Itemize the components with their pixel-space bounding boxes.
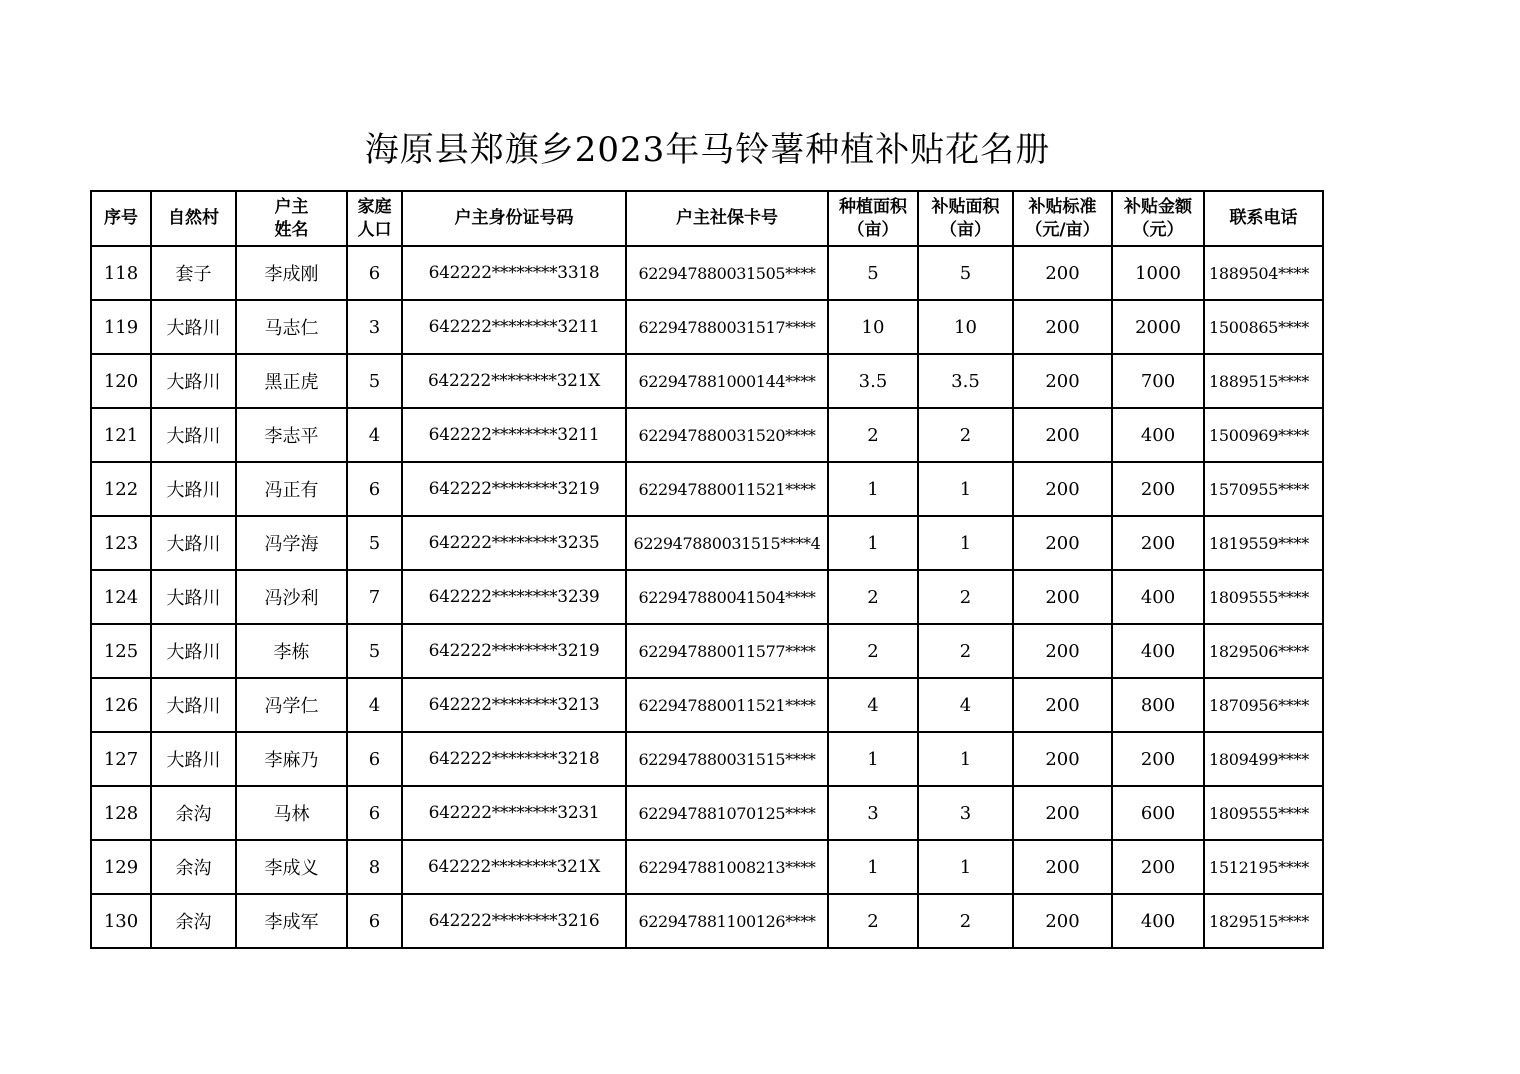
- table-cell: 冯学仁: [236, 678, 347, 732]
- table-cell: 1889504****: [1204, 246, 1323, 300]
- table-cell: 4: [828, 678, 918, 732]
- table-cell: 李志平: [236, 408, 347, 462]
- table-row: [91, 300, 1323, 354]
- table-cell: 400: [1112, 894, 1204, 948]
- table-cell: 2: [828, 894, 918, 948]
- table-cell: 200: [1013, 840, 1112, 894]
- table-cell: 余沟: [151, 786, 236, 840]
- table-row: [91, 624, 1323, 678]
- table-cell: 套子: [151, 246, 236, 300]
- table-cell: 200: [1112, 732, 1204, 786]
- table-cell: 622947880011521****: [626, 678, 828, 732]
- table-cell: 1000: [1112, 246, 1204, 300]
- table-cell: 1870956****: [1204, 678, 1323, 732]
- table-cell: 200: [1112, 462, 1204, 516]
- table-cell: 1500865****: [1204, 300, 1323, 354]
- table-cell: 冯沙利: [236, 570, 347, 624]
- column-header: [151, 191, 236, 246]
- table-cell: 400: [1112, 624, 1204, 678]
- table-cell: 3: [918, 786, 1013, 840]
- table-cell: 李麻乃: [236, 732, 347, 786]
- column-header: [1112, 191, 1204, 246]
- table-cell: 大路川: [151, 732, 236, 786]
- table-cell: 118: [91, 246, 151, 300]
- table-cell: 1: [828, 840, 918, 894]
- column-header: [828, 191, 918, 246]
- table-cell: 642222********3211: [402, 300, 626, 354]
- table-cell: 大路川: [151, 516, 236, 570]
- table-cell: 200: [1112, 516, 1204, 570]
- table-cell: 1: [918, 840, 1013, 894]
- table-cell: 642222********3231: [402, 786, 626, 840]
- table-cell: 大路川: [151, 624, 236, 678]
- table-cell: 3.5: [918, 354, 1013, 408]
- table-cell: 4: [347, 678, 402, 732]
- table-cell: 126: [91, 678, 151, 732]
- table-cell: 642222********3218: [402, 732, 626, 786]
- column-header-line: 补贴金额: [1124, 196, 1192, 217]
- table-row: [91, 840, 1323, 894]
- table-cell: 10: [918, 300, 1013, 354]
- table-cell: 700: [1112, 354, 1204, 408]
- table-cell: 127: [91, 732, 151, 786]
- table-cell: 622947880031520****: [626, 408, 828, 462]
- column-header-line: 序号: [104, 208, 138, 228]
- table-cell: 642222********3213: [402, 678, 626, 732]
- table-cell: 大路川: [151, 462, 236, 516]
- table-cell: 124: [91, 570, 151, 624]
- table-cell: 200: [1013, 462, 1112, 516]
- table-cell: 200: [1013, 624, 1112, 678]
- table-cell: 2: [828, 570, 918, 624]
- table-cell: 800: [1112, 678, 1204, 732]
- table-cell: 200: [1013, 678, 1112, 732]
- table-cell: 200: [1112, 840, 1204, 894]
- table-cell: 2: [918, 894, 1013, 948]
- column-header-line: 补贴面积: [931, 196, 1000, 217]
- column-header-line: 自然村: [168, 208, 219, 228]
- table-cell: 6: [347, 462, 402, 516]
- table-cell: 642222********3219: [402, 462, 626, 516]
- column-header-line: 种植面积: [839, 196, 907, 217]
- column-header: [1013, 191, 1112, 246]
- table-cell: 大路川: [151, 300, 236, 354]
- table-cell: 5: [828, 246, 918, 300]
- table-cell: 冯正有: [236, 462, 347, 516]
- table-cell: 400: [1112, 408, 1204, 462]
- table-cell: 3.5: [828, 354, 918, 408]
- table-cell: 2: [828, 408, 918, 462]
- table-cell: 622947881070125****: [626, 786, 828, 840]
- table-cell: 7: [347, 570, 402, 624]
- table-cell: 6: [347, 894, 402, 948]
- table-cell: 10: [828, 300, 918, 354]
- table-cell: 6: [347, 246, 402, 300]
- column-header-line: 户主: [274, 196, 309, 217]
- table-cell: 余沟: [151, 840, 236, 894]
- table-cell: 200: [1013, 408, 1112, 462]
- table-cell: 622947881100126****: [626, 894, 828, 948]
- table-cell: 600: [1112, 786, 1204, 840]
- table-cell: 1500969****: [1204, 408, 1323, 462]
- table-cell: 642222********3235: [402, 516, 626, 570]
- column-header-line: 补贴标准: [1028, 196, 1097, 217]
- table-cell: 1809555****: [1204, 570, 1323, 624]
- table-cell: 129: [91, 840, 151, 894]
- table-cell: 李成刚: [236, 246, 347, 300]
- table-cell: 125: [91, 624, 151, 678]
- table-cell: 642222********321X: [402, 840, 626, 894]
- table-cell: 1: [918, 462, 1013, 516]
- table-cell: 6: [347, 786, 402, 840]
- table-cell: 622947880011521****: [626, 462, 828, 516]
- table-cell: 李栋: [236, 624, 347, 678]
- table-cell: 5: [347, 516, 402, 570]
- table-cell: 大路川: [151, 570, 236, 624]
- table-cell: 1819559****: [1204, 516, 1323, 570]
- table-cell: 200: [1013, 246, 1112, 300]
- table-cell: 1809555****: [1204, 786, 1323, 840]
- table-cell: 642222********3219: [402, 624, 626, 678]
- table-cell: 大路川: [151, 678, 236, 732]
- table-cell: 5: [918, 246, 1013, 300]
- table-cell: 622947880031517****: [626, 300, 828, 354]
- table-cell: 200: [1013, 300, 1112, 354]
- table-cell: 1: [918, 732, 1013, 786]
- table-cell: 121: [91, 408, 151, 462]
- table-cell: 1512195****: [1204, 840, 1323, 894]
- column-header: [91, 191, 151, 246]
- table-cell: 200: [1013, 570, 1112, 624]
- column-header: [626, 191, 828, 246]
- table-cell: 4: [347, 408, 402, 462]
- table-cell: 2: [828, 624, 918, 678]
- table-cell: 5: [347, 624, 402, 678]
- table-cell: 642222********321X: [402, 354, 626, 408]
- table-cell: 642222********3211: [402, 408, 626, 462]
- table-cell: 622947880041504****: [626, 570, 828, 624]
- table-cell: 大路川: [151, 408, 236, 462]
- column-header-line: （元/亩）: [1025, 219, 1100, 240]
- table-cell: 122: [91, 462, 151, 516]
- table-cell: 马林: [236, 786, 347, 840]
- column-header: [402, 191, 626, 246]
- table-cell: 1: [828, 732, 918, 786]
- table-cell: 642222********3318: [402, 246, 626, 300]
- table-cell: 622947880031515****: [626, 732, 828, 786]
- table-cell: 1: [828, 462, 918, 516]
- column-header-line: 人口: [357, 219, 392, 240]
- table-cell: 1: [918, 516, 1013, 570]
- table-cell: 3: [347, 300, 402, 354]
- table-cell: 1889515****: [1204, 354, 1323, 408]
- table-cell: 2: [918, 408, 1013, 462]
- table-cell: 622947880031505****: [626, 246, 828, 300]
- table-cell: 200: [1013, 732, 1112, 786]
- table-row: [91, 516, 1323, 570]
- table-row: [91, 462, 1323, 516]
- table-cell: 冯学海: [236, 516, 347, 570]
- table-cell: 400: [1112, 570, 1204, 624]
- column-header: [1204, 191, 1323, 246]
- table-cell: 119: [91, 300, 151, 354]
- column-header-line: 户主身份证号码: [454, 208, 574, 228]
- table-cell: 200: [1013, 354, 1112, 408]
- table-cell: 2000: [1112, 300, 1204, 354]
- table-body: [91, 246, 1323, 948]
- table-cell: 6: [347, 732, 402, 786]
- table-row: [91, 786, 1323, 840]
- table-cell: 2: [918, 570, 1013, 624]
- column-header: [918, 191, 1013, 246]
- table-cell: 128: [91, 786, 151, 840]
- column-header: [236, 191, 347, 246]
- table-row: [91, 570, 1323, 624]
- column-header: [347, 191, 402, 246]
- table-row: [91, 246, 1323, 300]
- table-cell: 3: [828, 786, 918, 840]
- table-row: [91, 732, 1323, 786]
- column-header-line: （亩）: [940, 219, 991, 240]
- table-cell: 2: [918, 624, 1013, 678]
- table-cell: 622947880011577****: [626, 624, 828, 678]
- table-cell: 1809499****: [1204, 732, 1323, 786]
- table-cell: 642222********3216: [402, 894, 626, 948]
- subsidy-table: [90, 190, 1324, 949]
- table-cell: 5: [347, 354, 402, 408]
- table-cell: 余沟: [151, 894, 236, 948]
- column-header-line: 户主社保卡号: [676, 208, 778, 228]
- table-row: [91, 408, 1323, 462]
- page-title: 海原县郑旗乡2023年马铃薯种植补贴花名册: [364, 130, 1051, 170]
- table-cell: 642222********3239: [402, 570, 626, 624]
- table-cell: 黑正虎: [236, 354, 347, 408]
- table-header-row: [91, 191, 1323, 246]
- table-cell: 1829506****: [1204, 624, 1323, 678]
- table-cell: 1: [828, 516, 918, 570]
- table-cell: 李成军: [236, 894, 347, 948]
- table-row: [91, 354, 1323, 408]
- table-row: [91, 894, 1323, 948]
- table-cell: 李成义: [236, 840, 347, 894]
- table-cell: 622947881008213****: [626, 840, 828, 894]
- table-cell: 200: [1013, 894, 1112, 948]
- table-cell: 1570955****: [1204, 462, 1323, 516]
- table-cell: 马志仁: [236, 300, 347, 354]
- table-cell: 4: [918, 678, 1013, 732]
- table-cell: 130: [91, 894, 151, 948]
- column-header-line: 姓名: [274, 219, 309, 240]
- table-row: [91, 678, 1323, 732]
- table-cell: 622947881000144****: [626, 354, 828, 408]
- column-header-line: （元）: [1132, 219, 1184, 240]
- table-cell: 大路川: [151, 354, 236, 408]
- table-cell: 123: [91, 516, 151, 570]
- table-cell: 622947880031515****4: [626, 516, 828, 570]
- column-header-line: 家庭: [357, 196, 392, 217]
- table-cell: 120: [91, 354, 151, 408]
- table-cell: 200: [1013, 786, 1112, 840]
- table-cell: 1829515****: [1204, 894, 1323, 948]
- table-cell: 200: [1013, 516, 1112, 570]
- table-cell: 8: [347, 840, 402, 894]
- column-header-line: （亩）: [847, 219, 899, 240]
- column-header-line: 联系电话: [1229, 208, 1298, 228]
